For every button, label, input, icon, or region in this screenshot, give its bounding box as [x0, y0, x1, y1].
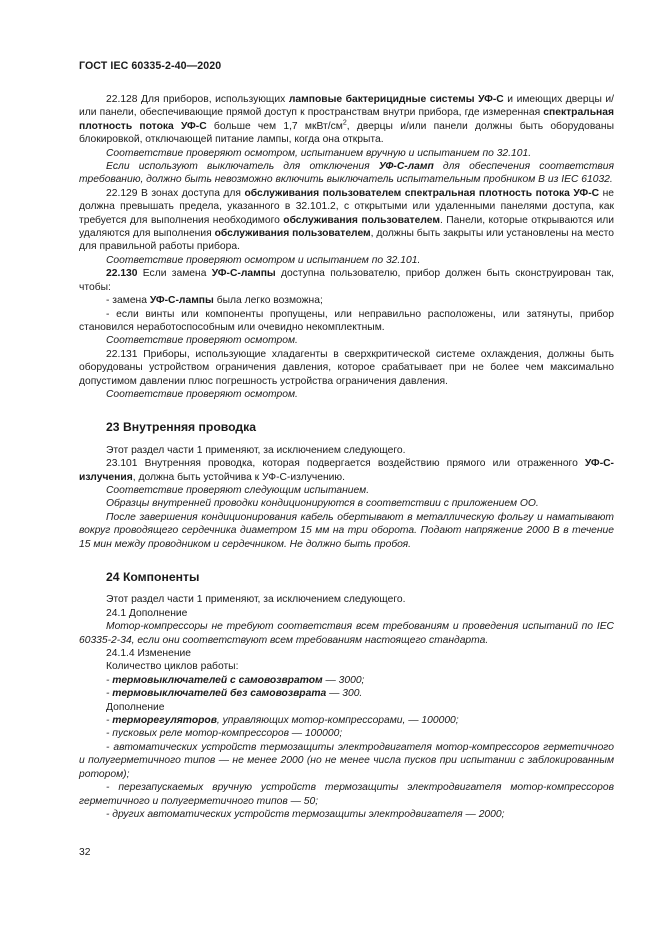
- clause-22-129: 22.129 В зонах доступа для обслуживания пользователем спектральная плотность потока УФ-С не должна превышать предела, указанного в 32.101.2, с открытыми или удаленными панелями доступа, как требуется для выполнения необходимого обслуживания пользователем. Панели, которые открываются или удаляются для выполнения обслуживания пользователем, должны быть закрыты или установлены на место для правильной работы прибора.: [79, 187, 614, 253]
- compliance-check: Соответствие проверяют осмотром.: [106, 388, 298, 400]
- list-item: - если винты или компоненты пропущены, или неправильно расположены, или затянуты, прибор становился неработоспособным или очевидно некомплектным.: [79, 308, 614, 333]
- clause-22-131: 22.131 Приборы, использующие хладагенты в сверхкритической системе охлаждения, должны быть оборудованы устройством ограничения давления, которое срабатывает при не более чем максимально допустимом давлении плюс погрешность устройства ограничения давления.: [79, 348, 614, 387]
- section-heading-24: 24 Компоненты: [106, 570, 200, 584]
- compliance-check: Соответствие проверяют осмотром, испытанием вручную и испытанием по 32.101.: [106, 147, 532, 159]
- clause-22-128: 22.128 Для приборов, использующих ламповые бактерицидные системы УФ-С и имеющих дверцы и/или панели, обеспечивающие прямой доступ к пространствам внутри прибора, где измеренная спектральная плотность потока УФ-С больше чем 1,7 мкВт/$см^2$, дверцы и/или панели должны быть оборудованы блокировкой, отключающей питание лампы, когда она открыта.: [79, 94, 615, 146]
- page-number: 32: [79, 847, 91, 858]
- compliance-check: Соответствие проверяют следующим испытанием.: [106, 484, 370, 496]
- clause-24-1: 24.1 Дополнение: [106, 607, 188, 619]
- standard-header: ГОСТ IEC 60335-2-40—2020: [79, 60, 222, 72]
- list-item: - термовыключателей без самовозврата — 300.: [106, 688, 363, 700]
- compliance-check: Соответствие проверяют осмотром и испытанием по 32.101.: [106, 254, 421, 266]
- section-heading-23: 23 Внутренняя проводка: [106, 420, 257, 435]
- list-item: - других автоматических устройств термозащиты электродвигателя — 2000;: [106, 808, 505, 820]
- clause-22-130: 22.130 Если замена УФ-С-лампы доступна пользователю, прибор должен быть сконструирован так, чтобы:: [79, 268, 614, 293]
- list-item: - замена УФ-С-лампы была легко возможна;: [106, 295, 323, 307]
- clause-text: Мотор-компрессоры не требуют соответствия всем требованиям и проведения испытаний по IEC 60335-2-34, если они соответствуют всем требованиям настоящего стандарта.: [79, 621, 614, 646]
- clause-24-1-4: 24.1.4 Изменение: [106, 648, 191, 660]
- test-description: После завершения кондиционирования кабель обертывают в металлическую фольгу и наматывают вокруг проводящего сердечника диаметром 15 мм на три оборота. Подают напряжение 2000 В в течение 15 мин между проводником и сердечником. Не должно быть пробоя.: [79, 511, 614, 550]
- clause-23-101: 23.101 Внутренняя проводка, которая подвергается воздействию прямого или отраженного УФ-С-излучения, должна быть устойчива к УФ-С-излучению.: [79, 458, 614, 483]
- addition-label: Дополнение: [106, 701, 165, 713]
- test-description: Образцы внутренней проводки кондиционируются в соответствии с приложением ОО.: [106, 498, 539, 510]
- list-item: - автоматических устройств термозащиты электродвигателя мотор-компрессоров герметичного и полугерметичного типов — не менее 2000 (но не менее числа пусков при испытании с заблокированным ротором);: [79, 741, 614, 780]
- list-item: - перезапускаемых вручную устройств термозащиты электродвигателя мотор-компрессоров герметичного и полугерметичного типов — 50;: [79, 782, 614, 807]
- cycles-label: Количество циклов работы:: [106, 661, 239, 673]
- list-item: - терморегуляторов, управляющих мотор-компрессорами, — 100000;: [106, 715, 459, 727]
- list-item: - пусковых реле мотор-компрессоров — 100000;: [106, 728, 343, 740]
- section-intro: Этот раздел части 1 применяют, за исключением следующего.: [106, 444, 406, 456]
- clause-note: Если используют выключатель для отключения УФ-С-ламп для обеспечения соответствия требованию, должно быть невозможно включить выключатель испытательным пробником В из IEC 61032.: [79, 161, 614, 186]
- section-intro: Этот раздел части 1 применяют, за исключением следующего.: [106, 594, 406, 606]
- compliance-check: Соответствие проверяют осмотром.: [106, 335, 298, 347]
- document-body: [79, 93, 614, 821]
- list-item: - термовыключателей с самовозвратом — 3000;: [106, 674, 365, 686]
